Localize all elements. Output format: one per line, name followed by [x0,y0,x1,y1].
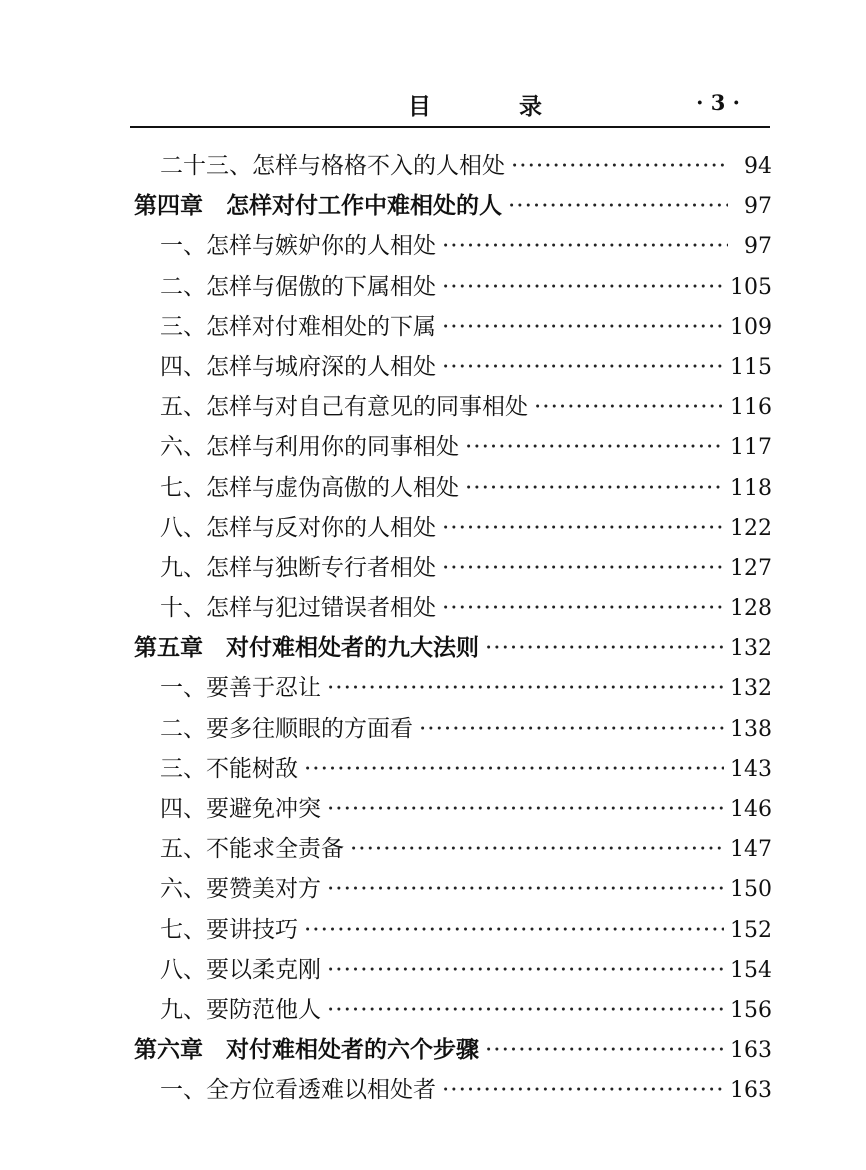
toc-entry-title: 四、怎样与城府深的人相处 [160,353,436,380]
toc-section-row [130,990,772,1030]
toc-section-row [130,869,772,909]
dot-leader [327,990,724,1030]
toc-entry-title: 三、不能树敌 [160,755,298,782]
toc-entry-title: 九、怎样与独断专行者相处 [160,554,436,581]
toc-entry-page: 154 [730,957,772,983]
toc-entry-title: 八、要以柔克刚 [160,956,321,983]
dot-leader [327,789,724,829]
toc-entry-page: 115 [730,354,772,380]
dot-leader [465,468,724,508]
toc-section-row [130,307,772,347]
toc-section-row [130,226,772,266]
toc-entry-page: 122 [730,515,772,541]
dot-leader [508,186,728,226]
toc-entry-page: 163 [730,1038,772,1064]
toc-entry-page: 128 [730,596,772,622]
dot-leader [442,548,724,588]
toc-section-row [130,668,772,708]
toc-entry-page: 132 [730,676,772,702]
toc-entry-page: 152 [730,917,772,943]
toc-chapter-row [130,186,772,226]
toc-entry-page: 143 [730,756,772,782]
toc-entry-title: 六、要赞美对方 [160,876,321,903]
dot-leader [327,869,724,909]
dot-leader [442,508,724,548]
toc-entry-title: 八、怎样与反对你的人相处 [160,514,436,541]
toc-entry-title: 二、怎样与倨傲的下属相处 [160,273,436,300]
toc-section-row [130,1070,772,1110]
toc-entry-page: 116 [730,395,772,421]
toc-entry-page: 156 [730,997,772,1023]
toc-entry-title: 七、要讲技巧 [160,916,298,943]
toc-entry-title: 五、怎样与对自己有意见的同事相处 [160,394,528,421]
page-header [130,84,770,128]
toc-entry-title: 四、要避免冲突 [160,796,321,822]
toc-entry-title: 五、不能求全责备 [160,836,344,863]
table-of-contents [130,146,772,1111]
dot-leader [442,307,724,347]
toc-entry-page: 117 [730,435,772,461]
toc-entry-title: 六、怎样与利用你的同事相处 [160,434,459,461]
toc-entry-title: 一、全方位看透难以相处者 [160,1077,436,1104]
toc-section-row [130,709,772,749]
toc-entry-title: 九、要防范他人 [160,996,321,1023]
dot-leader [304,749,724,789]
dot-leader [511,146,728,186]
toc-entry-title: 二、要多往顺眼的方面看 [160,715,413,742]
toc-entry-page: 147 [730,837,772,863]
toc-section-row [130,548,772,588]
dot-leader [442,1070,724,1110]
dot-leader [350,829,724,869]
dot-leader [485,628,724,668]
dot-leader [327,668,724,708]
toc-section-row [130,829,772,869]
dot-leader [534,387,724,427]
toc-section-row [130,427,772,467]
toc-entry-page: 138 [730,716,772,742]
dot-leader [419,709,724,749]
toc-entry-page: 146 [730,797,772,822]
toc-section-row [130,146,772,186]
toc-entry-page: 118 [730,475,772,501]
toc-entry-page: 94 [744,154,772,179]
toc-entry-page: 163 [730,1078,772,1104]
page-number: · 3 · [696,90,740,115]
toc-section-row [130,950,772,990]
toc-section-row [130,910,772,950]
toc-section-row [130,267,772,307]
toc-entry-page: 132 [730,636,772,662]
dot-leader [442,226,728,266]
toc-entry-title: 一、怎样与嫉妒你的人相处 [160,233,436,260]
toc-entry-page: 109 [730,314,772,340]
header-divider [130,126,770,128]
toc-entry-title: 二十三、怎样与格格不入的人相处 [160,153,505,179]
toc-entry-title: 三、怎样对付难相处的下属 [160,313,436,340]
dot-leader [485,1030,724,1070]
toc-entry-page: 105 [730,274,772,300]
toc-section-row [130,789,772,829]
toc-section-row [130,387,772,427]
dot-leader [304,910,724,950]
dot-leader [327,950,724,990]
toc-entry-page: 97 [744,194,772,220]
dot-leader [442,588,724,628]
toc-section-row [130,508,772,548]
dot-leader [465,427,724,467]
dot-leader [442,267,724,307]
toc-entry-title: 十、怎样与犯过错误者相处 [160,595,436,622]
toc-entry-page: 127 [730,555,772,581]
toc-section-row [130,347,772,387]
toc-section-row [130,468,772,508]
toc-entry-title: 第五章 对付难相处者的九大法则 [134,634,479,662]
toc-chapter-row [130,1030,772,1070]
toc-entry-title: 一、要善于忍让 [160,675,321,702]
page-title: 目 录 [408,93,583,120]
toc-section-row [130,749,772,789]
toc-entry-page: 150 [730,877,772,903]
dot-leader [442,347,724,387]
toc-section-row [130,588,772,628]
toc-entry-page: 97 [744,234,772,260]
toc-entry-title: 七、怎样与虚伪高傲的人相处 [160,474,459,501]
toc-entry-title: 第四章 怎样对付工作中难相处的人 [134,192,502,220]
toc-entry-title: 第六章 对付难相处者的六个步骤 [134,1036,479,1064]
toc-chapter-row [130,628,772,668]
